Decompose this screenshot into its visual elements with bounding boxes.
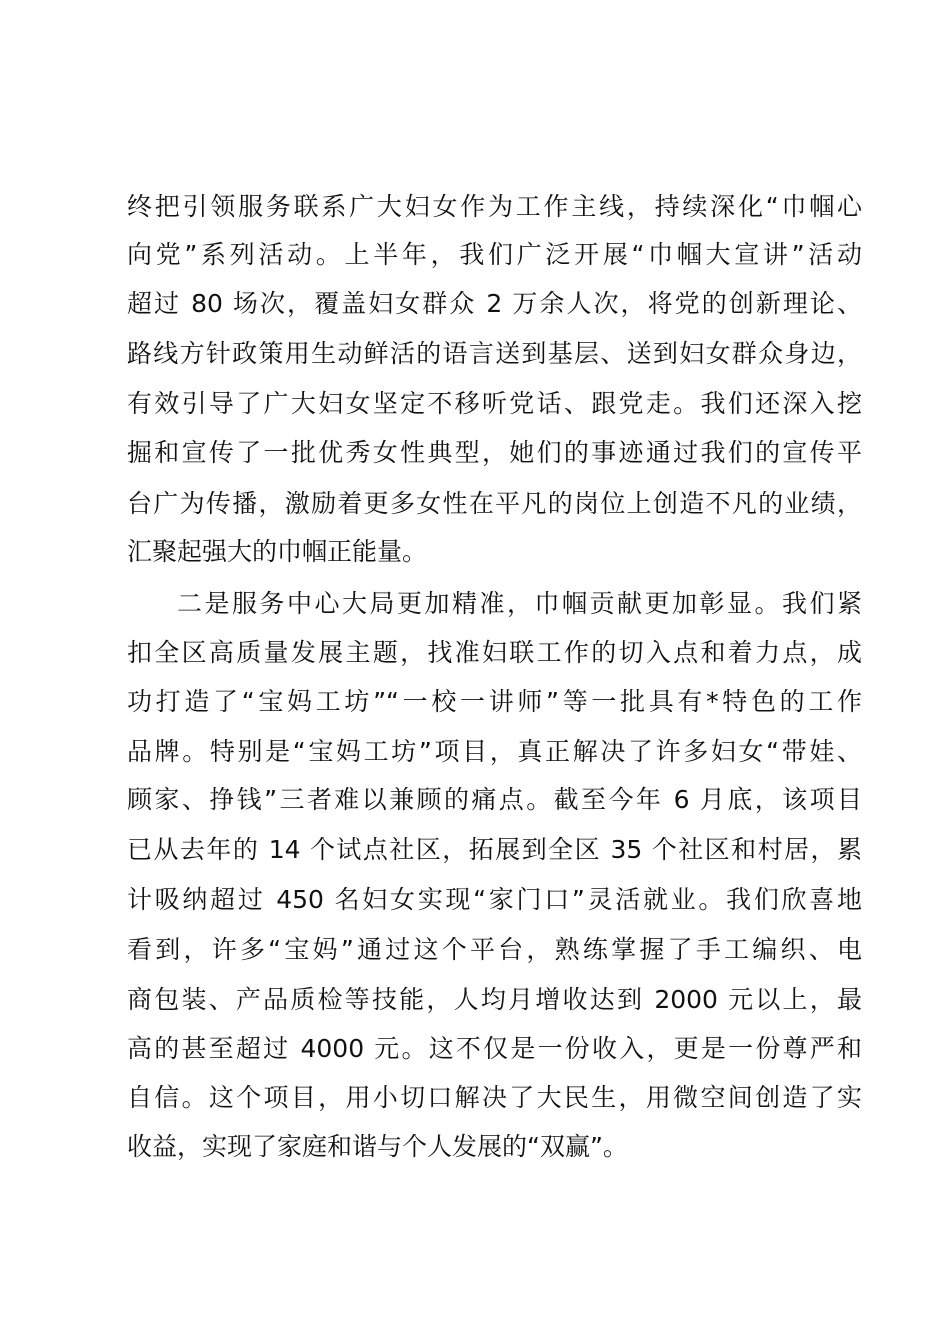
text-line: 商包装、产品质检等技能，人均月增收达到 2000 元以上，最	[127, 985, 862, 1014]
text-line: 品牌。特别是“宝妈工坊”项目，真正解决了许多妇女“带娃、	[127, 737, 862, 766]
text-line: 高的甚至超过 4000 元。这不仅是一份收入，更是一份尊严和	[127, 1034, 862, 1063]
text-line: 扣全区高质量发展主题，找准妇联工作的切入点和着力点，成	[127, 638, 862, 667]
text-line: 终把引领服务联系广大妇女作为工作主线，持续深化“巾帼心	[127, 192, 862, 221]
text-line: 汇聚起强大的巾帼正能量。	[127, 537, 428, 566]
text-line: 功打造了“宝妈工坊”“一校一讲师”等一批具有*特色的工作	[127, 687, 862, 716]
text-line: 计吸纳超过 450 名妇女实现“家门口”灵活就业。我们欣喜地	[127, 885, 862, 914]
text-line: 顾家、挣钱”三者难以兼顾的痛点。截至今年 6 月底，该项目	[127, 785, 862, 814]
text-line: 自信。这个项目，用小切口解决了大民生，用微空间创造了实	[127, 1083, 862, 1112]
text-line: 已从去年的 14 个试点社区，拓展到全区 35 个社区和村居，累	[127, 835, 862, 864]
text-line: 看到，许多“宝妈”通过这个平台，熟练掌握了手工编织、电	[127, 935, 862, 964]
text-line: 有效引导了广大妇女坚定不移听党话、跟党走。我们还深入挖	[127, 389, 862, 418]
text-line: 收益，实现了家庭和谐与个人发展的“双赢”。	[127, 1132, 628, 1161]
text-line: 超过 80 场次，覆盖妇女群众 2 万余人次，将党的创新理论、	[127, 289, 862, 318]
text-line: 掘和宣传了一批优秀女性典型，她们的事迹通过我们的宣传平	[127, 438, 862, 467]
text-line: 路线方针政策用生动鲜活的语言送到基层、送到妇女群众身边，	[127, 339, 862, 368]
text-line: 台广为传播，激励着更多女性在平凡的岗位上创造不凡的业绩，	[127, 489, 862, 518]
text-line: 向党”系列活动。上半年，我们广泛开展“巾帼大宣讲”活动	[127, 240, 862, 269]
text-line: 二是服务中心大局更加精准，巾帼贡献更加彰显。我们紧	[177, 589, 862, 618]
